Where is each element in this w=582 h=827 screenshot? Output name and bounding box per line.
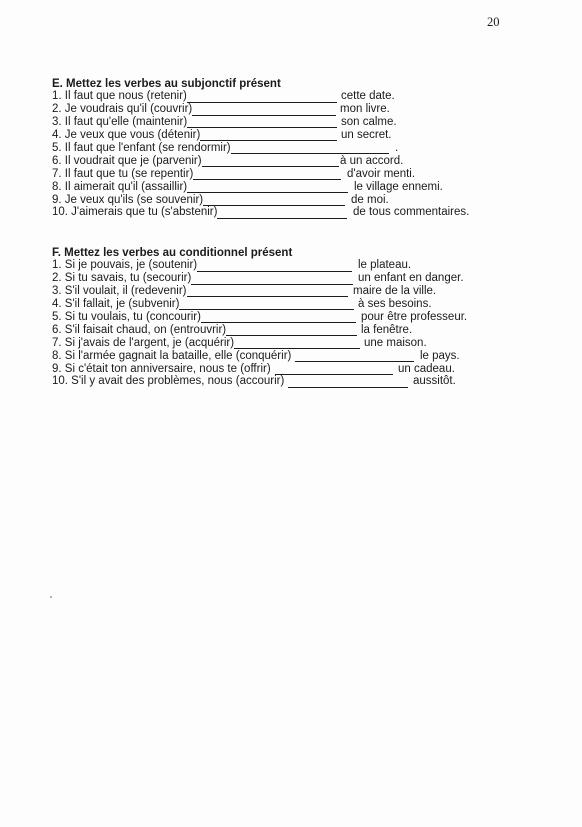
exercise-item bbox=[52, 311, 467, 324]
item-prompt-line bbox=[52, 311, 356, 324]
item-ending: aussitôt. bbox=[413, 375, 456, 388]
item-prompt: 9. Si c'était ton anniversaire, nous te (offrir) bbox=[52, 362, 271, 375]
item-ending: la fenêtre. bbox=[361, 323, 413, 336]
item-prompt-line bbox=[52, 324, 357, 337]
item-prompt: 7. Il faut que tu (se repentir) bbox=[52, 167, 194, 180]
exercise-item bbox=[52, 103, 469, 116]
item-prompt: 5. Si tu voulais, tu (concourir) bbox=[52, 310, 201, 323]
item-prompt-line bbox=[52, 272, 353, 285]
item-prompt: 3. Il faut qu'elle (maintenir) bbox=[52, 116, 188, 129]
exercise-item bbox=[52, 206, 469, 219]
item-prompt-line bbox=[52, 168, 341, 181]
exercise-item bbox=[52, 155, 469, 168]
item-prompt-line bbox=[52, 103, 336, 116]
item-prompt-line bbox=[52, 363, 393, 376]
answer-blank bbox=[217, 218, 347, 219]
item-prompt: 8. Il aimerait qu'il (assaillir) bbox=[52, 180, 188, 193]
page-number: 20 bbox=[487, 15, 500, 29]
exercise-item bbox=[52, 259, 467, 272]
item-ending: maire de la ville. bbox=[353, 285, 437, 298]
item-ending: d'avoir menti. bbox=[347, 167, 416, 180]
exercise-section-e bbox=[52, 78, 469, 220]
item-prompt-line bbox=[52, 206, 347, 219]
item-prompt: 10. S'il y avait des problèmes, nous (accourir) bbox=[52, 375, 285, 388]
item-prompt-line bbox=[52, 350, 414, 363]
item-prompt: 4. S'il fallait, je (subvenir) bbox=[52, 298, 180, 311]
item-ending: un secret. bbox=[341, 129, 392, 142]
item-ending: le pays. bbox=[420, 349, 460, 362]
item-ending: à ses besoins. bbox=[358, 298, 432, 311]
exercise-item bbox=[52, 285, 467, 298]
item-prompt-line bbox=[52, 142, 389, 155]
item-prompt-line bbox=[52, 181, 348, 194]
item-prompt-line bbox=[52, 129, 337, 142]
item-prompt: 9. Je veux qu'ils (se souvenir) bbox=[52, 193, 204, 206]
exercise-item bbox=[52, 129, 469, 142]
exercise-item bbox=[52, 168, 469, 181]
item-prompt-line bbox=[52, 155, 339, 168]
item-ending: son calme. bbox=[341, 116, 397, 129]
exercise-item bbox=[52, 375, 467, 388]
item-ending: le plateau. bbox=[358, 259, 412, 272]
exercise-item bbox=[52, 298, 467, 311]
item-prompt: 7. Si j'avais de l'argent, je (acquérir) bbox=[52, 336, 235, 349]
exercise-item bbox=[52, 363, 467, 376]
item-prompt-line bbox=[52, 194, 345, 207]
exercise-item bbox=[52, 90, 469, 103]
answer-blank bbox=[288, 387, 408, 388]
item-prompt: 4. Je veux que vous (détenir) bbox=[52, 129, 201, 142]
section-heading: E. Mettez les verbes au subjonctif présent bbox=[52, 77, 281, 90]
exercise-item bbox=[52, 350, 467, 363]
item-prompt-line bbox=[52, 285, 348, 298]
item-ending: . bbox=[395, 141, 399, 154]
exercise-item bbox=[52, 194, 469, 207]
scan-speck bbox=[50, 596, 52, 598]
item-ending: de moi. bbox=[351, 193, 389, 206]
item-prompt-line bbox=[52, 337, 360, 350]
item-prompt: 5. Il faut que l'enfant (se rendormir) bbox=[52, 141, 231, 154]
item-prompt: 2. Je voudrais qu'il (couvrir) bbox=[52, 103, 193, 116]
item-ending: cette date. bbox=[341, 90, 395, 103]
item-prompt: 1. Il faut que nous (retenir) bbox=[52, 90, 187, 103]
exercise-item bbox=[52, 181, 469, 194]
item-ending: mon livre. bbox=[340, 103, 390, 116]
item-ending: le village ennemi. bbox=[354, 180, 443, 193]
exercise-item bbox=[52, 272, 467, 285]
exercise-item bbox=[52, 142, 469, 155]
exercise-section-f bbox=[52, 247, 467, 389]
item-prompt-line bbox=[52, 116, 337, 129]
item-ending: à un accord. bbox=[340, 154, 404, 167]
exercise-item bbox=[52, 324, 467, 337]
item-prompt: 6. Il voudrait que je (parvenir) bbox=[52, 154, 202, 167]
item-ending: une maison. bbox=[364, 336, 427, 349]
item-prompt-line bbox=[52, 259, 352, 272]
item-ending: un cadeau. bbox=[398, 362, 455, 375]
item-ending: de tous commentaires. bbox=[353, 206, 470, 219]
item-prompt: 10. J'aimerais que tu (s'abstenir) bbox=[52, 206, 218, 219]
item-prompt-line bbox=[52, 298, 354, 311]
item-prompt: 3. S'il voulait, il (redevenir) bbox=[52, 285, 187, 298]
item-ending: un enfant en danger. bbox=[358, 272, 464, 285]
item-prompt: 6. S'il faisait chaud, on (entrouvrir) bbox=[52, 323, 227, 336]
item-prompt-line bbox=[52, 90, 337, 103]
item-prompt: 2. Si tu savais, tu (secourir) bbox=[52, 272, 192, 285]
exercise-item bbox=[52, 337, 467, 350]
item-prompt-line bbox=[52, 375, 408, 388]
item-prompt: 1. Si je pouvais, je (soutenir) bbox=[52, 259, 198, 272]
item-prompt: 8. Si l'armée gagnait la bataille, elle (conquérir) bbox=[52, 349, 292, 362]
item-ending: pour être professeur. bbox=[361, 310, 468, 323]
exercise-item bbox=[52, 116, 469, 129]
section-heading: F. Mettez les verbes au conditionnel présent bbox=[52, 246, 293, 259]
